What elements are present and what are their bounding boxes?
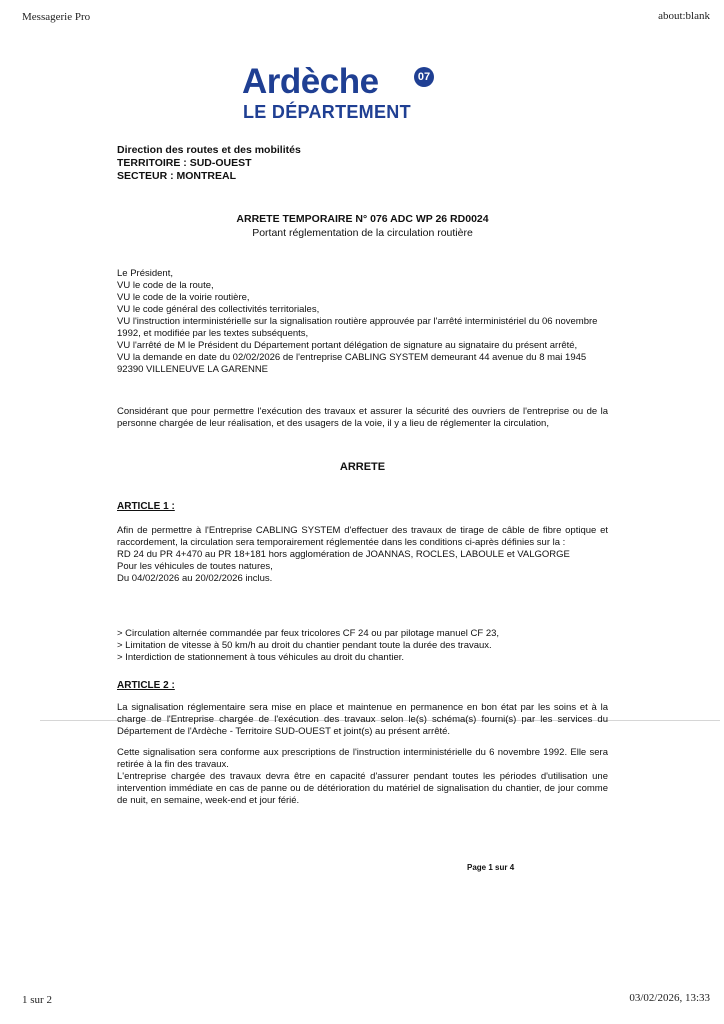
article-1-intro: Afin de permettre à l'Entreprise CABLING SYSTEM d'effectuer des travaux de tirage de câble de fibre optique et raccordement, la circulation sera temporairement réglementée dans les conditions ci-après définies sur la :	[117, 525, 608, 548]
article-2-title: ARTICLE 2 :	[117, 680, 175, 691]
vu-item: VU l'instruction interministérielle sur la signalisation routière approuvée par l'arrêté interministériel du 06 novembre 1992, et modifiée par les textes subséquents,	[117, 316, 598, 339]
vu-item: VU l'arrêté de M le Président du Département portant délégation de signature au signataire du présent arrêté,	[117, 340, 578, 351]
arrete-subtitle: Portant réglementation de la circulation routière	[252, 227, 473, 239]
direction-block	[117, 144, 608, 183]
article-2-paragraph: Cette signalisation sera conforme aux prescriptions de l'instruction interministérielle du 6 novembre 1992. Elle sera retirée à la fin des travaux.	[117, 747, 608, 770]
vu-item: VU la demande en date du 02/02/2026 de l'entreprise CABLING SYSTEM demeurant 44 avenue du 8 mai 1945 92390 VILLENEUVE LA GARENNE	[117, 352, 587, 375]
logo-name: Ardèche	[242, 62, 379, 101]
page-number: Page 1 sur 4	[467, 863, 515, 872]
print-header-url: about:blank	[658, 10, 710, 22]
secteur-line: SECTEUR : MONTREAL	[117, 170, 236, 182]
vu-list	[117, 268, 608, 376]
article-2-paragraph: La signalisation réglementaire sera mise en place et maintenue en permanence en bon état par les soins et à la charge de l'Entreprise chargée de l'exécution des travaux selon le(s) schéma(s) fourni(s) par les services du Département de l'Ardèche - Territoire SUD-OUEST et joint(s) au présent arrêté.	[117, 702, 608, 737]
ardeche-logo	[242, 64, 442, 128]
article-1-vehicles: Pour les véhicules de toutes natures,	[117, 561, 273, 572]
article-1-dates: Du 04/02/2026 au 20/02/2026 inclus.	[117, 573, 273, 584]
article-1-body	[117, 525, 608, 585]
article-2-body	[117, 702, 608, 816]
article-1-title: ARTICLE 1 :	[117, 501, 175, 512]
direction-line: Direction des routes et des mobilités	[117, 144, 301, 156]
vu-item: VU le code général des collectivités territoriales,	[117, 304, 320, 315]
article-1-measures	[117, 628, 608, 664]
territoire-line: TERRITOIRE : SUD-OUEST	[117, 157, 252, 169]
logo-subtitle: LE DÉPARTEMENT	[243, 102, 411, 122]
print-footer-pages: 1 sur 2	[22, 994, 52, 1006]
measure-item: > Circulation alternée commandée par feux tricolores CF 24 ou par pilotage manuel CF 23,	[117, 628, 500, 639]
considerant-paragraph: Considérant que pour permettre l'exécution des travaux et assurer la sécurité des ouvriers de l'entreprise ou de la personne chargée de leur réalisation, et des usagers de la voie, il y a lieu de réglementer la circulation,	[117, 406, 608, 429]
article-2-paragraph: L'entreprise chargée des travaux devra être en capacité d'assurer pendant toutes les périodes d'utilisation une intervention immédiate en cas de panne ou de détérioration du matériel de signalisation du chantier, de jour comme de nuit, en semaine, week-end et jour férié.	[117, 771, 608, 806]
measure-item: > Interdiction de stationnement à tous véhicules au droit du chantier.	[117, 652, 405, 663]
logo-number-badge: 07	[414, 67, 434, 87]
print-footer-datetime: 03/02/2026, 13:33	[629, 992, 710, 1004]
vu-item: VU le code de la route,	[117, 280, 214, 291]
print-header-title: Messagerie Pro	[22, 11, 91, 23]
arrete-heading: ARRETE	[339, 461, 386, 473]
arrete-number-title: ARRETE TEMPORAIRE N° 076 ADC WP 26 RD0024	[236, 213, 489, 225]
vu-item: Le Président,	[117, 268, 173, 279]
vu-item: VU le code de la voirie routière,	[117, 292, 250, 303]
measure-item: > Limitation de vitesse à 50 km/h au droit du chantier pendant toute la durée des travaux.	[117, 640, 492, 651]
article-1-road: RD 24 du PR 4+470 au PR 18+181 hors agglomération de JOANNAS, ROCLES, LABOULE et VALGORGE	[117, 549, 570, 560]
